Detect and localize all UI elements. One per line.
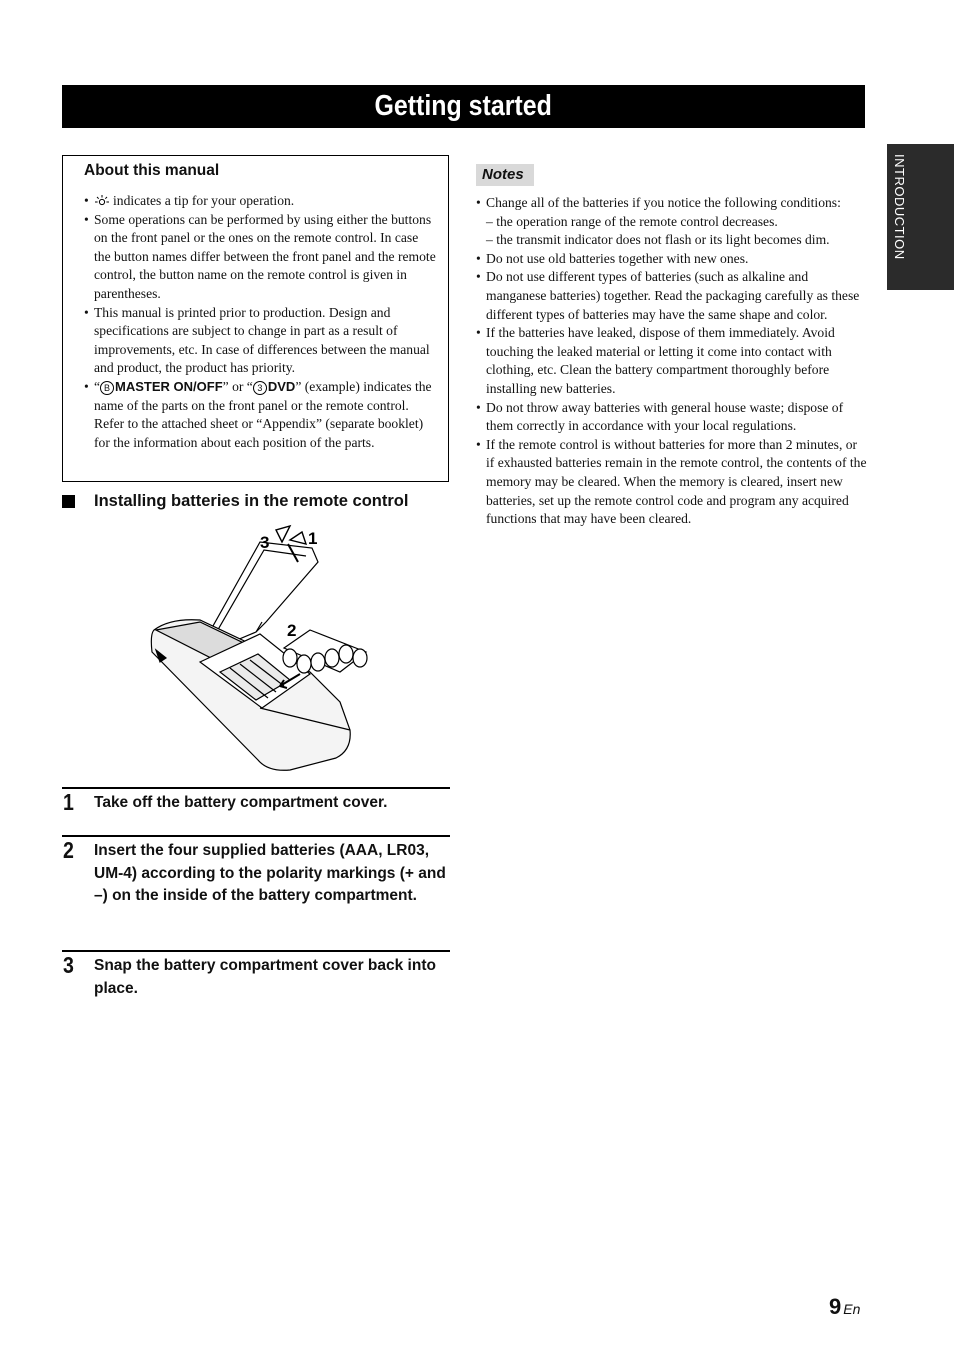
about-title: About this manual <box>84 162 220 179</box>
battery-install-illustration <box>140 522 380 777</box>
remote-marker-icon: 3 <box>253 381 267 395</box>
about-list <box>84 192 436 452</box>
page-number-value: 9 <box>829 1294 842 1319</box>
step-text: Snap the battery compartment cover back into place. <box>94 957 436 997</box>
about-tip-text: indicates a tip for your operation. <box>113 193 295 208</box>
note-item: • Do not use different types of batteries (such as alkaline and manganese batteries) together. Read the packaging carefully as these different types of batteries may have the same shape and color. <box>476 268 868 324</box>
example-part-name-2: DVD <box>267 378 296 394</box>
about-item-tip <box>84 192 436 211</box>
about-item: • Some operations can be performed by using either the buttons on the front panel or the ones on the remote control. In case the button names differ between the front panel and the remote control, the button name on the remote control is given in parentheses. <box>84 211 436 304</box>
about-item: • This manual is printed prior to production. Design and specifications are subject to change in part as a result of improvements, etc. In case of differences between the manual and product, the product has priority. <box>84 304 436 378</box>
note-item: • If the remote control is without batteries for more than 2 minutes, or if exhausted batteries remain in the remote control, the contents of the memory may be cleared. When the memory is cleared, insert new batteries, set up the remote control code and program any acquired functions that may have been cleared. <box>476 436 868 529</box>
note-subitem: – the transmit indicator does not flash or its light becomes dim. <box>486 232 830 248</box>
illustration-label: 1 <box>308 529 318 548</box>
page-title-bar <box>62 85 865 128</box>
example-part-name-1: MASTER ON/OFF <box>115 378 223 394</box>
step-divider <box>62 950 450 952</box>
install-heading-text: Installing batteries in the remote control <box>94 492 409 510</box>
note-item <box>476 194 868 250</box>
step-divider <box>62 787 450 789</box>
page-title: Getting started <box>374 90 553 122</box>
note-text: Change all of the batteries if you notice the following conditions: <box>486 195 841 210</box>
section-tab-label: INTRODUCTION <box>892 154 907 260</box>
section-tab <box>887 144 954 290</box>
note-item: • Do not use old batteries together with new ones. <box>476 250 868 269</box>
step-number: 3 <box>63 952 74 978</box>
step-number: 2 <box>63 837 74 863</box>
tip-icon <box>94 194 110 206</box>
step-text: Take off the battery compartment cover. <box>94 794 388 811</box>
step-text: Insert the four supplied batteries (AAA, LR03, UM-4) according to the polarity markings (+ and –) on the inside of the battery compartment. <box>94 842 446 904</box>
note-item: • Do not throw away batteries with general house waste; dispose of them correctly in accordance with your local regulations. <box>476 399 868 436</box>
step-number: 1 <box>63 789 74 815</box>
illustration-label: 2 <box>287 621 297 640</box>
note-item: • If the batteries have leaked, dispose of them immediately. Avoid touching the leaked material or letting it come into contact with clothing, etc. Clean the battery compartment thoroughly before installing new batteries. <box>476 324 868 398</box>
notes-list <box>476 194 868 529</box>
about-manual-box <box>62 155 449 482</box>
page-number <box>829 1294 860 1320</box>
note-subitem: – the operation range of the remote control decreases. <box>486 213 778 229</box>
notes-label: Notes <box>476 164 534 186</box>
example-rest-text: ” (example) indicates the name of the parts on the front panel or the remote control. Refer to the attached sheet or “Appendix” (separate booklet) for the information about each position of the parts. <box>94 378 432 450</box>
example-mid-text: ” or “ <box>222 378 253 394</box>
illustration-label: 3 <box>260 533 270 552</box>
quote: “ <box>94 378 101 394</box>
install-heading <box>62 492 408 511</box>
page-language: En <box>843 1301 861 1317</box>
about-item-example <box>84 378 436 452</box>
step-divider <box>62 835 450 837</box>
square-bullet-icon <box>62 495 75 508</box>
front-panel-marker-icon: B <box>100 381 114 395</box>
